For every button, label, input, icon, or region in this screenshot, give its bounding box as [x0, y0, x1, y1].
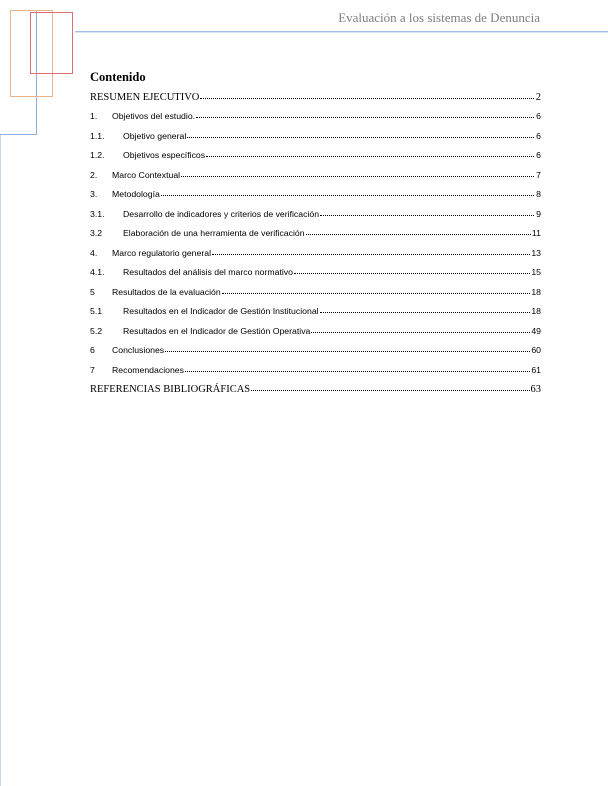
toc-entry-title: RESUMEN EJECUTIVO — [90, 92, 200, 103]
toc-entry[interactable] — [90, 90, 541, 104]
toc-entry-title: Marco Contextual — [112, 169, 181, 180]
toc-entry[interactable] — [90, 247, 541, 259]
toc-entry-page: 15 — [531, 267, 541, 277]
toc-entry[interactable] — [90, 286, 541, 298]
toc-entry[interactable] — [90, 382, 541, 396]
toc-entry[interactable] — [90, 266, 541, 278]
toc-entry-number: 4. — [90, 247, 98, 258]
toc-entry-number: 1.2. — [90, 150, 105, 160]
toc-entry-title: REFERENCIAS BIBLIOGRÁFICAS — [90, 384, 251, 395]
toc-entry[interactable] — [90, 110, 541, 122]
toc-entry-number: 3.1. — [90, 208, 105, 219]
toc-leader — [294, 265, 530, 274]
header-decoration-red — [30, 12, 73, 74]
toc-entry-title: Conclusiones — [112, 345, 165, 355]
toc-entry-page: 2 — [535, 92, 541, 103]
toc-entry-title: Resultados de la evaluación — [112, 286, 221, 297]
toc-entry-number: 2. — [90, 169, 98, 180]
toc-entry-page: 60 — [531, 345, 541, 355]
toc-entry[interactable] — [90, 227, 541, 239]
toc-entry-number: 3.2 — [90, 228, 103, 238]
table-of-contents — [90, 90, 541, 402]
toc-entry-number: 5.2 — [90, 325, 103, 336]
toc-leader — [196, 109, 534, 118]
toc-entry-page: 18 — [531, 306, 541, 316]
toc-leader — [200, 89, 534, 99]
toc-entry[interactable] — [90, 188, 541, 200]
toc-entry-page: 7 — [536, 169, 541, 180]
running-header-title: Evaluación a los sistemas de Denuncia — [338, 10, 540, 25]
toc-leader — [251, 381, 529, 391]
toc-entry-page: 49 — [531, 325, 541, 336]
toc-entry-title: Objetivos específicos — [123, 150, 206, 160]
toc-entry-title: Desarrollo de indicadores y criterios de verificación — [123, 208, 320, 219]
toc-leader — [206, 148, 534, 157]
toc-leader — [311, 324, 530, 333]
toc-entry[interactable] — [90, 325, 541, 337]
toc-entry[interactable] — [90, 130, 541, 142]
toc-entry-title: Objetivo general — [123, 130, 187, 141]
toc-entry-number: 6 — [90, 345, 95, 355]
toc-entry-title: Resultados del análisis del marco normativo — [123, 267, 293, 277]
toc-leader — [187, 129, 534, 138]
toc-entry-number: 4.1. — [90, 267, 105, 277]
toc-leader — [320, 304, 531, 313]
left-margin-rule — [0, 135, 1, 786]
toc-entry[interactable] — [90, 305, 541, 317]
toc-leader — [320, 207, 534, 216]
toc-entry[interactable] — [90, 169, 541, 181]
toc-entry-number: 5.1 — [90, 306, 103, 316]
toc-entry-number: 7 — [90, 364, 95, 375]
toc-entry-page: 18 — [531, 286, 541, 297]
toc-entry-title: Marco regulatorio general — [112, 247, 211, 258]
toc-entry[interactable] — [90, 344, 541, 356]
toc-entry[interactable] — [90, 149, 541, 161]
toc-leader — [165, 343, 530, 352]
toc-entry-page: 8 — [536, 189, 541, 199]
toc-entry-page: 11 — [531, 228, 541, 238]
toc-leader — [181, 168, 534, 177]
toc-leader — [212, 246, 530, 255]
toc-entry-page: 6 — [536, 150, 541, 160]
toc-entry-title: Objetivos del estudio. — [112, 111, 196, 121]
toc-leader — [306, 226, 531, 235]
toc-entry-number: 1. — [90, 111, 98, 121]
toc-entry-number: 1.1. — [90, 130, 105, 141]
toc-entry-number: 3. — [90, 189, 98, 199]
toc-entry-page: 9 — [536, 208, 541, 219]
toc-entry-page: 13 — [531, 247, 541, 258]
toc-entry-number: 5 — [90, 286, 95, 297]
toc-entry-title: Resultados en el Indicador de Gestión Institucional — [123, 306, 319, 316]
toc-entry-title: Resultados en el Indicador de Gestión Operativa — [123, 325, 311, 336]
toc-entry-page: 61 — [531, 364, 541, 375]
toc-entry-page: 6 — [536, 111, 541, 121]
toc-leader — [161, 187, 534, 196]
toc-entry-title: Elaboración de una herramienta de verificación — [123, 228, 305, 238]
toc-entry[interactable] — [90, 364, 541, 376]
toc-entry-page: 6 — [536, 130, 541, 141]
toc-leader — [185, 363, 530, 372]
toc-entry-title: Recomendaciones — [112, 364, 184, 375]
toc-entry-page: 63 — [530, 384, 541, 395]
header-rule-shadow — [75, 32, 608, 33]
toc-entry[interactable] — [90, 208, 541, 220]
toc-entry-title: Metodología — [112, 189, 160, 199]
toc-leader — [222, 285, 531, 294]
toc-heading: Contenido — [90, 70, 146, 84]
